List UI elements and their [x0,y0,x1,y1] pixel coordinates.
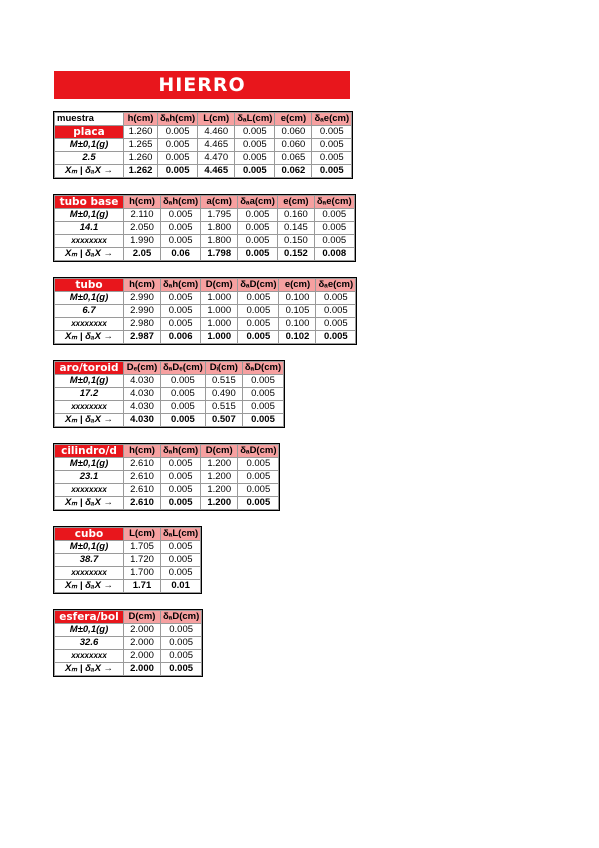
mean-value: 0.01 [161,580,201,593]
cell-value: 0.060 [275,139,312,152]
row-label: xxxxxxxx [55,401,124,414]
row-label: 6.7 [55,305,124,318]
cell-value: 0.005 [238,292,279,305]
mean-row [55,663,202,676]
cell-value: 0.005 [161,388,206,401]
row-label: xxxxxxxx [55,235,124,248]
mean-label: Xₘ | δₐX → [55,580,124,593]
column-header: δₐD(cm) [242,362,283,375]
cell-value: 0.005 [312,152,352,165]
table-row [55,637,202,650]
cell-value: 1.700 [124,567,161,580]
table-name: cubo [55,528,124,541]
cell-value: 0.065 [275,152,312,165]
table-row [55,388,284,401]
mean-value: 0.005 [161,663,202,676]
row-label: M±0,1(g) [55,209,124,222]
cell-value: 1.265 [124,139,158,152]
mean-value: 0.102 [279,331,316,344]
column-header: δₐD(cm) [238,445,279,458]
cell-value: 2.610 [124,484,161,497]
cell-value: 4.470 [198,152,235,165]
cell-value: 1.800 [201,222,238,235]
cell-value: 0.005 [242,375,283,388]
cell-value: 1.260 [124,126,158,139]
cell-value: 0.005 [316,305,356,318]
cell-value: 1.200 [201,458,238,471]
table-row [55,484,279,497]
cell-value: 0.005 [316,292,356,305]
cell-value: 0.005 [238,484,279,497]
cell-value: 0.145 [277,222,314,235]
cell-value: 0.005 [314,235,354,248]
cell-value: 0.515 [205,401,242,414]
column-header: δₐa(cm) [238,196,278,209]
mean-value: 2.610 [124,497,161,510]
table-row [55,209,355,222]
column-header: δₐh(cm) [161,279,201,292]
cell-value: 0.005 [158,139,198,152]
mean-row [55,165,352,178]
table-row [55,318,356,331]
table-name: placa [55,126,124,139]
mean-value: 0.152 [277,248,314,261]
mean-value: 0.006 [161,331,201,344]
column-header: Dᵢ(cm) [205,362,242,375]
cell-value: 2.000 [124,650,161,663]
mean-value: 2.987 [124,331,161,344]
mean-value: 0.005 [316,331,356,344]
mean-value: 1.200 [201,497,238,510]
cell-value: 0.005 [238,235,278,248]
column-header: δₐh(cm) [161,196,201,209]
table-name-row [55,126,352,139]
cell-value: 0.005 [161,235,201,248]
mean-value: 0.005 [238,331,279,344]
table-name: cilindro/d [55,445,124,458]
cell-value: 2.000 [124,624,161,637]
mean-value: 0.005 [312,165,352,178]
cell-value: 0.005 [235,126,275,139]
cell-value: 0.005 [312,139,352,152]
table-row [55,235,355,248]
row-label: xxxxxxxx [55,567,124,580]
table-name: tubo base [55,196,124,209]
table-row [55,554,201,567]
mean-row [55,497,279,510]
table-row [55,139,352,152]
cell-value: 0.490 [205,388,242,401]
cell-value: 1.200 [201,484,238,497]
mean-row [55,414,284,427]
row-label: 23.1 [55,471,124,484]
row-label: xxxxxxxx [55,650,124,663]
cell-value: 2.990 [124,292,161,305]
cell-value: 0.160 [277,209,314,222]
cell-value: 0.005 [242,401,283,414]
table-header-row [55,445,279,458]
column-header: e(cm) [275,113,312,126]
data-table-tubo-base [54,195,355,261]
cell-value: 0.005 [316,318,356,331]
table-row [55,292,356,305]
cell-value: 0.005 [161,292,201,305]
mean-value: 1.71 [124,580,161,593]
page-title: HIERRO [54,71,350,99]
row-label: 17.2 [55,388,124,401]
column-header: δₐD(cm) [161,611,202,624]
cell-value: 0.005 [238,318,279,331]
cell-value: 0.105 [279,305,316,318]
table-row [55,222,355,235]
cell-value: 0.005 [158,152,198,165]
row-label: 2.5 [55,152,124,165]
column-header: δₐh(cm) [158,113,198,126]
mean-label: Xₘ | δₐX → [55,248,124,261]
cell-value: 0.005 [161,305,201,318]
mean-value: 0.005 [238,248,278,261]
cell-value: 4.030 [124,401,161,414]
cell-value: 0.100 [279,292,316,305]
cell-value: 1.990 [124,235,161,248]
row-label: 32.6 [55,637,124,650]
cell-value: 0.005 [161,484,201,497]
column-header: L(cm) [198,113,235,126]
column-header: e(cm) [277,196,314,209]
mean-row [55,248,355,261]
row-label: 38.7 [55,554,124,567]
data-table-placa [54,112,352,178]
cell-value: 0.005 [238,305,279,318]
column-header: h(cm) [124,196,161,209]
table-row [55,305,356,318]
table-header-row [55,113,352,126]
column-header: δₐL(cm) [235,113,275,126]
cell-value: 0.060 [275,126,312,139]
mean-value: 0.005 [242,414,283,427]
cell-value: 2.050 [124,222,161,235]
cell-value: 1.720 [124,554,161,567]
row-label: M±0,1(g) [55,292,124,305]
mean-label: Xₘ | δₐX → [55,331,124,344]
cell-value: 0.515 [205,375,242,388]
column-header: δₐe(cm) [316,279,356,292]
mean-label: Xₘ | δₐX → [55,165,124,178]
mean-value: 1.798 [201,248,238,261]
mean-value: 0.008 [314,248,354,261]
mean-label: Xₘ | δₐX → [55,414,124,427]
data-table-esfera [54,610,202,676]
cell-value: 0.005 [235,152,275,165]
column-header: e(cm) [279,279,316,292]
cell-value: 1.795 [201,209,238,222]
cell-value: 0.005 [161,318,201,331]
row-label: xxxxxxxx [55,484,124,497]
cell-value: 2.610 [124,471,161,484]
column-header: D(cm) [201,445,238,458]
cell-value: 0.100 [279,318,316,331]
column-header: D(cm) [124,611,161,624]
mean-value: 1.000 [201,331,238,344]
cell-value: 0.005 [161,458,201,471]
table-header-row [55,279,356,292]
table-row [55,567,201,580]
cell-value: 4.030 [124,375,161,388]
row-label: M±0,1(g) [55,541,124,554]
cell-value: 0.005 [161,541,201,554]
table-row [55,375,284,388]
column-header: h(cm) [124,113,158,126]
column-header: D(cm) [201,279,238,292]
mean-value: 0.005 [161,414,206,427]
cell-value: 1.000 [201,292,238,305]
cell-value: 2.990 [124,305,161,318]
cell-value: 2.110 [124,209,161,222]
row-label: M±0,1(g) [55,624,124,637]
column-header: muestra [55,113,124,126]
column-header: h(cm) [124,279,161,292]
mean-value: 2.05 [124,248,161,261]
table-header-row [55,196,355,209]
cell-value: 0.005 [238,471,279,484]
mean-value: 0.06 [161,248,201,261]
mean-value: 4.465 [198,165,235,178]
mean-value: 2.000 [124,663,161,676]
table-header-row [55,362,284,375]
cell-value: 0.005 [161,209,201,222]
cell-value: 0.005 [161,567,201,580]
row-label: 14.1 [55,222,124,235]
cell-value: 0.005 [238,222,278,235]
cell-value: 0.005 [314,209,354,222]
cell-value: 0.005 [235,139,275,152]
cell-value: 0.005 [161,624,202,637]
column-header: h(cm) [124,445,161,458]
table-row [55,650,202,663]
cell-value: 0.005 [158,126,198,139]
cell-value: 0.005 [314,222,354,235]
row-label: M±0,1(g) [55,375,124,388]
table-name: esfera/bol [55,611,124,624]
table-header-row [55,528,201,541]
data-table-cubo [54,527,201,593]
cell-value: 4.030 [124,388,161,401]
cell-value: 2.610 [124,458,161,471]
column-header: δₐDₑ(cm) [161,362,206,375]
mean-value: 0.005 [161,497,201,510]
column-header: δₐe(cm) [314,196,354,209]
cell-value: 1.000 [201,318,238,331]
column-header: a(cm) [201,196,238,209]
cell-value: 4.460 [198,126,235,139]
cell-value: 0.005 [161,650,202,663]
column-header: δₐL(cm) [161,528,201,541]
mean-value: 0.005 [158,165,198,178]
row-label: M±0,1(g) [55,139,124,152]
cell-value: 1.000 [201,305,238,318]
table-row [55,152,352,165]
column-header: Dₑ(cm) [124,362,161,375]
data-table-aro [54,361,284,427]
cell-value: 0.005 [161,554,201,567]
table-row [55,471,279,484]
cell-value: 0.005 [312,126,352,139]
column-header: L(cm) [124,528,161,541]
mean-value: 4.030 [124,414,161,427]
mean-value: 0.005 [238,497,279,510]
table-name: aro/toroid [55,362,124,375]
mean-value: 0.005 [235,165,275,178]
cell-value: 1.705 [124,541,161,554]
cell-value: 0.005 [161,375,206,388]
mean-value: 0.062 [275,165,312,178]
cell-value: 0.005 [238,209,278,222]
cell-value: 1.200 [201,471,238,484]
cell-value: 2.980 [124,318,161,331]
column-header: δₐe(cm) [312,113,352,126]
cell-value: 0.005 [161,471,201,484]
data-table-cilindro [54,444,279,510]
cell-value: 0.005 [161,401,206,414]
table-row [55,401,284,414]
mean-row [55,331,356,344]
mean-label: Xₘ | δₐX → [55,497,124,510]
mean-label: Xₘ | δₐX → [55,663,124,676]
row-label: xxxxxxxx [55,318,124,331]
table-name: tubo [55,279,124,292]
cell-value: 1.260 [124,152,158,165]
cell-value: 0.005 [161,637,202,650]
cell-value: 0.005 [238,458,279,471]
cell-value: 1.800 [201,235,238,248]
mean-row [55,580,201,593]
cell-value: 0.005 [242,388,283,401]
table-header-row [55,611,202,624]
mean-value: 0.507 [205,414,242,427]
cell-value: 0.150 [277,235,314,248]
cell-value: 4.465 [198,139,235,152]
table-row [55,624,202,637]
table-row [55,541,201,554]
mean-value: 1.262 [124,165,158,178]
data-table-tubo [54,278,356,344]
cell-value: 0.005 [161,222,201,235]
column-header: δₐD(cm) [238,279,279,292]
column-header: δₐh(cm) [161,445,201,458]
cell-value: 2.000 [124,637,161,650]
table-row [55,458,279,471]
row-label: M±0,1(g) [55,458,124,471]
